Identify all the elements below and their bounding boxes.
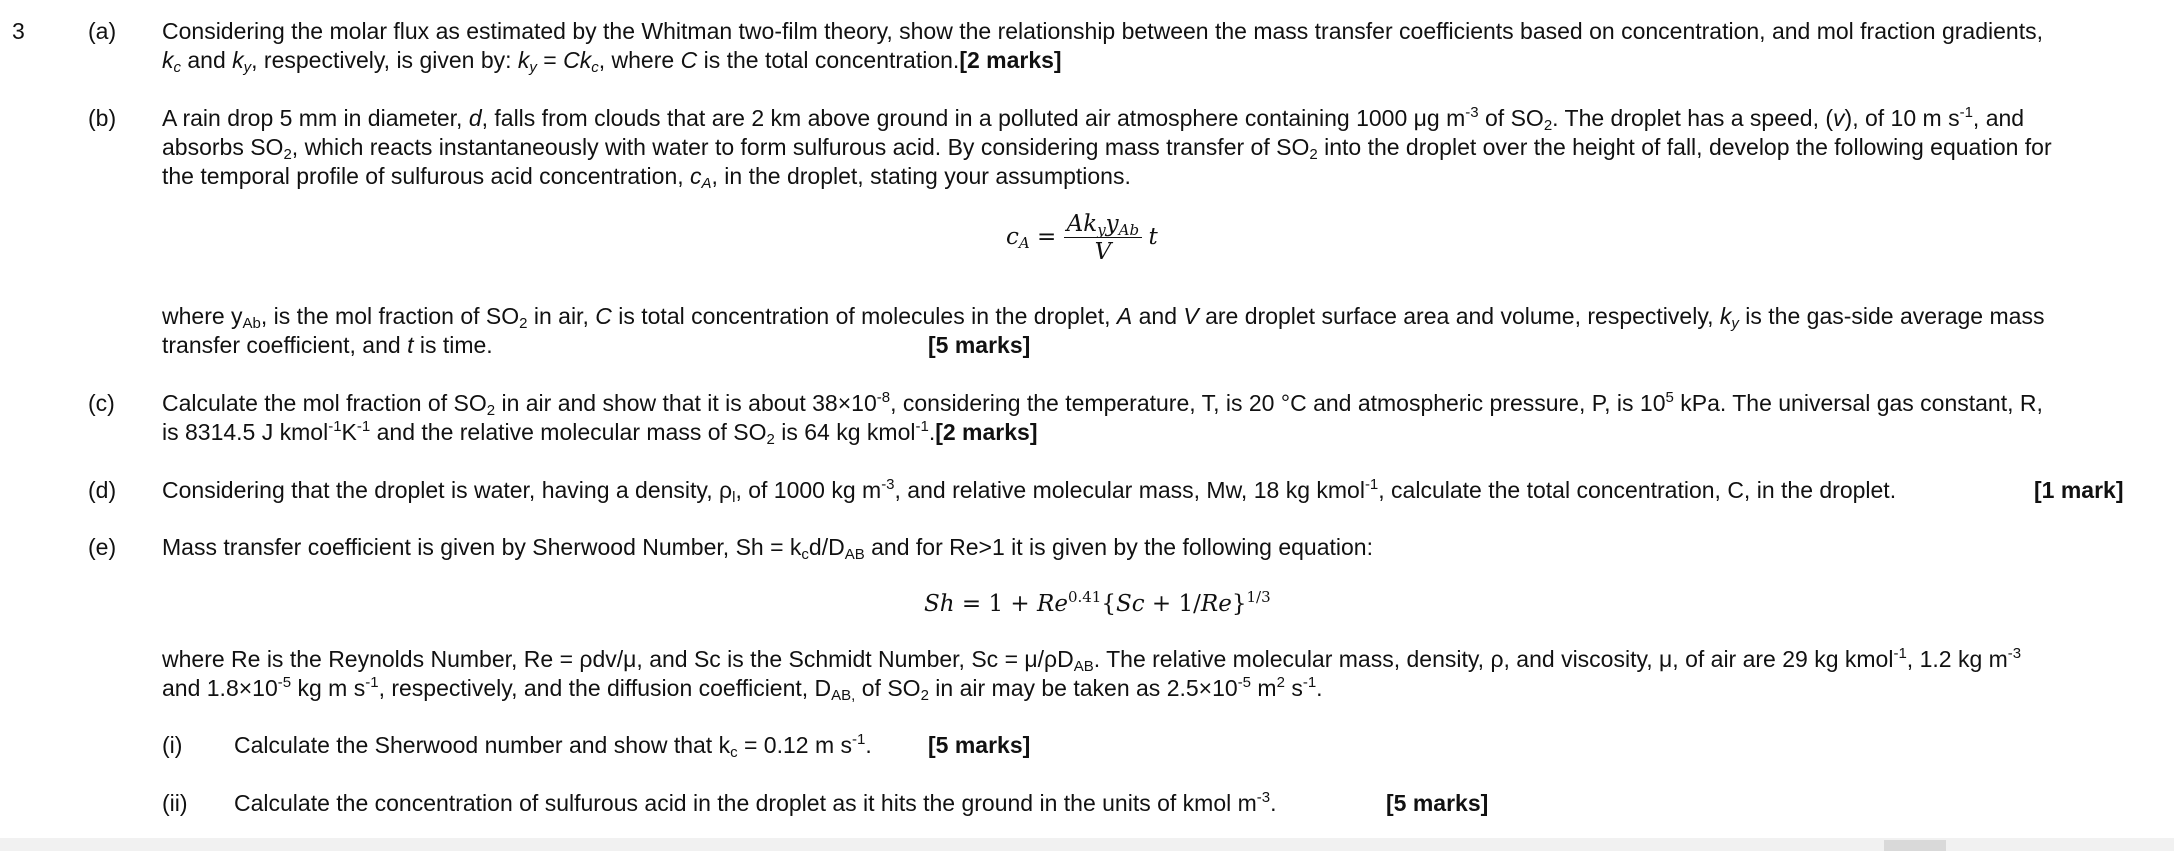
part-e-where-1: where Re is the Reynolds Number, Re = ρdv/μ, and Sc is the Schmidt Number, $Sc = \mu/\rho D_{AB}$. The relative molecular mass, density, ρ, and viscosity, μ, of air are 29 kg kmol$^{-1}$, 1.2 kg $m^{-3}$ [162, 645, 2022, 675]
equation-ca: $c_A$ = $\frac{Ak_yy_{Ab}}{V}$ t [1006, 211, 1158, 265]
part-a-marks: [2 marks] [959, 47, 1062, 73]
part-b-label: (b) [88, 105, 117, 131]
part-b-where-2: transfer coefficient, and t is time. [162, 332, 493, 358]
question-number: 3 [12, 18, 25, 44]
part-b-where-1: where $y_{Ab}$, is the mol fraction of $SO_2$ in air, C is total concentration of molecules in the droplet, A and V are droplet surface area and volume, respectively, $k_y$ is the gas-side average mass [162, 303, 2045, 332]
equation-sherwood: $Sh = 1 + Re^{0.41}\{Sc + 1/Re\}^{1/3}$ [924, 588, 1271, 617]
part-c-label: (c) [88, 390, 115, 416]
part-a-label: (a) [88, 18, 117, 44]
part-e-label: (e) [88, 534, 117, 560]
part-e-i-text: Calculate the Sherwood number and show that $k_c = 0.12$ m $s^{-1}$. [234, 731, 872, 761]
part-e-ii-marks: [5 marks] [1386, 790, 1489, 816]
part-c-line-2: is 8314.5 J $kmol^{-1}K^{-1}$ and the relative molecular mass of $SO_2$ is 64 kg kmol$^{-1}$.[2 marks] [162, 418, 1038, 448]
part-b-line-1: A rain drop 5 mm in diameter, d, falls from clouds that are 2 km above ground in a polluted air atmosphere containing 1000 μg $m^{-3}$ of $SO_2$. The droplet has a speed, (v), of 10 m $s^{-1}$, and [162, 104, 2025, 134]
part-e-ii-label: (ii) [162, 790, 188, 816]
part-a-line-1: Considering the molar flux as estimated by the Whitman two-film theory, show the relationship between the mass transfer coefficients based on concentration, and mol fraction gradients, [162, 18, 2043, 44]
part-e-line-1: Mass transfer coefficient is given by Sherwood Number, $Sh = k_cd/D_{AB}$ and for Re>1 it is given by the following equation: [162, 534, 1373, 563]
part-a-line-2: $k_c$ and $k_y$, respectively, is given by: $k_y = Ck_c$, where C is the total concentration.[2 marks] [162, 47, 1062, 76]
part-e-i-label: (i) [162, 732, 183, 758]
part-e-i-marks: [5 marks] [928, 732, 1031, 758]
part-e-where-2: and $1.8\times 10^{-5}$ kg m $s^{-1}$, respectively, and the diffusion coefficient, $D_{AB,}$ of $SO_2$ in air may be taken as $2.5\times 10^{-5}$ $m^2$ $s^{-1}$. [162, 674, 1323, 704]
part-b-marks: [5 marks] [928, 332, 1031, 358]
part-c-line-1: Calculate the mol fraction of $SO_2$ in air and show that it is about $38\times 10^{-8}$, considering the temperature, T, is 20 °C and atmospheric pressure, P, is $10^5$ kPa. The universal gas constant, R, [162, 389, 2043, 419]
part-b-line-2: absorbs $SO_2$, which reacts instantaneously with water to form sulfurous acid. By considering mass transfer of $SO_2$ into the droplet over the height of fall, develop the following equation for [162, 134, 2052, 163]
part-c-marks: [2 marks] [935, 419, 1038, 445]
scrollbar-thumb[interactable] [1884, 840, 1946, 851]
part-d-label: (d) [88, 477, 117, 503]
part-d-line-1: Considering that the droplet is water, having a density, $\rho_l$, of 1000 kg $m^{-3}$, and relative molecular mass, Mw, 18 kg kmol$^{-1}$, calculate the total concentration, C, in the droplet. [162, 476, 1897, 506]
part-d-marks: [1 mark] [2034, 477, 2124, 503]
part-b-line-3: the temporal profile of sulfurous acid concentration, $c_A$, in the droplet, stating your assumptions. [162, 163, 1131, 192]
horizontal-scrollbar[interactable] [0, 838, 2174, 851]
part-e-ii-text: Calculate the concentration of sulfurous acid in the droplet as it hits the ground in the units of kmol $m^{-3}$. [234, 789, 1277, 816]
